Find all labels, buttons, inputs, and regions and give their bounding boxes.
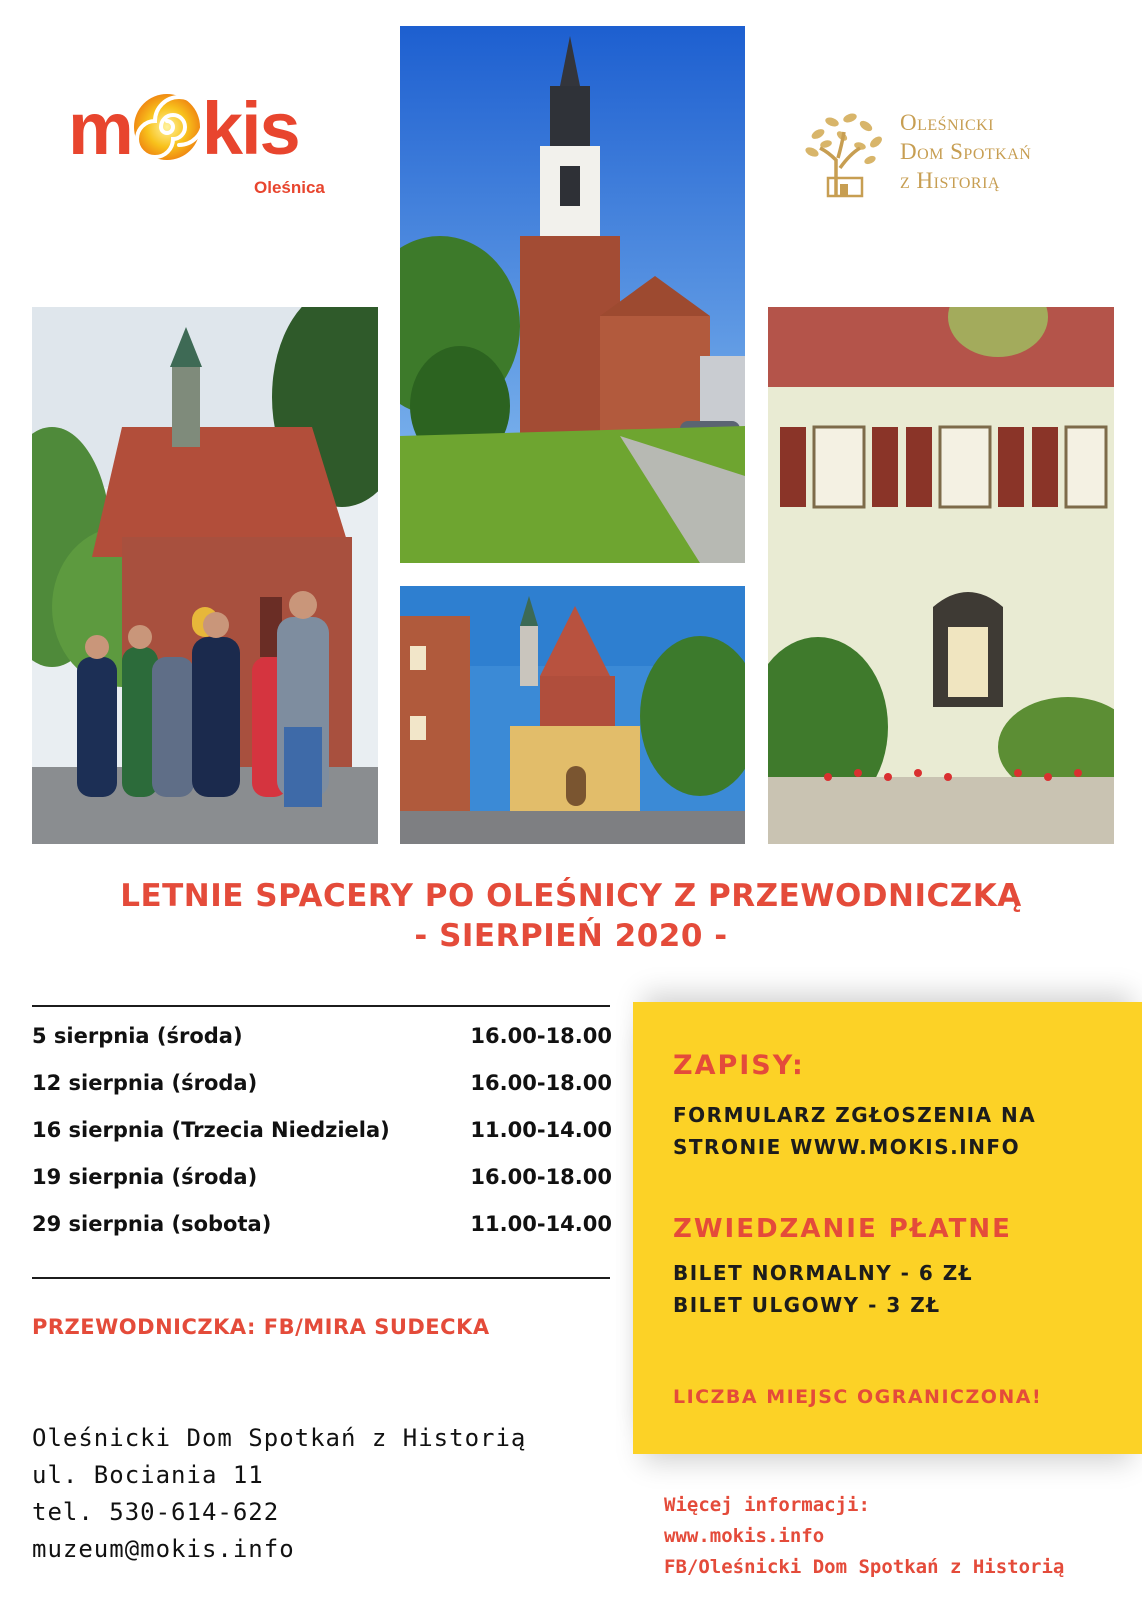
schedule-date: 16 sierpnia (Trzecia Niedziela)	[32, 1118, 390, 1142]
schedule-row	[32, 1165, 612, 1212]
photo-old-town-church	[400, 586, 745, 844]
mokis-word-end: kis	[201, 87, 299, 170]
schedule-divider-bottom	[32, 1277, 610, 1279]
guide-info: PRZEWODNICZKA: FB/MIRA SUDECKA	[32, 1315, 490, 1339]
mokis-city-label: Oleśnica	[254, 178, 325, 197]
schedule-row	[32, 1118, 612, 1165]
odsh-line-1: Oleśnicki	[900, 110, 994, 135]
schedule-date: 19 sierpnia (środa)	[32, 1165, 258, 1189]
limited-places-note: LICZBA MIEJSC OGRANICZONA!	[673, 1386, 1043, 1408]
more-info	[664, 1490, 1064, 1583]
schedule-time: 16.00-18.00	[470, 1165, 612, 1189]
more-info-site-link[interactable]: www.mokis.info	[664, 1525, 825, 1547]
headline-line-2: - SIERPIEŃ 2020 -	[414, 918, 728, 954]
ticket-prices	[673, 1257, 973, 1321]
paid-tour-title: ZWIEDZANIE PŁATNE	[673, 1214, 1012, 1244]
schedule-time: 11.00-14.00	[470, 1118, 612, 1142]
schedule-time: 16.00-18.00	[470, 1024, 612, 1048]
schedule-table	[32, 1024, 612, 1259]
signup-line-1: FORMULARZ ZGŁOSZENIA NA	[673, 1103, 1037, 1127]
address-name: Oleśnicki Dom Spotkań z Historią	[32, 1424, 527, 1452]
address-street: ul. Bociania 11	[32, 1461, 264, 1489]
odsh-logo	[798, 108, 1098, 204]
schedule-time: 11.00-14.00	[470, 1212, 612, 1236]
schedule-time: 16.00-18.00	[470, 1071, 612, 1095]
headline-line-1: LETNIE SPACERY PO OLEŚNICY Z PRZEWODNICZKĄ	[120, 878, 1022, 914]
tree-icon	[798, 108, 890, 200]
schedule-row	[32, 1024, 612, 1071]
mokis-logo	[68, 87, 358, 212]
ticket-reduced: BILET ULGOWY - 3 ZŁ	[673, 1293, 941, 1317]
event-headline	[0, 876, 1142, 956]
schedule-date: 5 sierpnia (środa)	[32, 1024, 243, 1048]
signup-title: ZAPISY:	[673, 1050, 805, 1081]
address-email: muzeum@mokis.info	[32, 1535, 295, 1563]
ticket-normal: BILET NORMALNY - 6 ZŁ	[673, 1261, 974, 1285]
address-phone: tel. 530-614-622	[32, 1498, 280, 1526]
odsh-name	[900, 108, 1031, 195]
mokis-word-start: m	[68, 87, 132, 170]
schedule-divider-top	[32, 1005, 610, 1007]
schedule-date: 29 sierpnia (sobota)	[32, 1212, 272, 1236]
mokis-wordmark	[68, 87, 299, 170]
schedule-date: 12 sierpnia (środa)	[32, 1071, 258, 1095]
schedule-row	[32, 1212, 612, 1259]
signup-line-2: STRONIE WWW.MOKIS.INFO	[673, 1135, 1021, 1159]
schedule-row	[32, 1071, 612, 1118]
photo-tour-group	[32, 307, 378, 844]
more-info-fb-link[interactable]: FB/Oleśnicki Dom Spotkań z Historią	[664, 1556, 1065, 1578]
signup-form-info	[673, 1099, 1036, 1163]
photo-museum-building	[768, 307, 1114, 844]
more-info-label: Więcej informacji:	[664, 1494, 870, 1516]
odsh-line-2: Dom Spotkań	[900, 139, 1032, 164]
photo-church-tower	[400, 26, 745, 563]
signup-panel	[633, 1002, 1142, 1454]
odsh-line-3: z Historią	[900, 168, 1000, 193]
swirl-icon	[132, 92, 202, 162]
contact-address	[32, 1420, 526, 1568]
